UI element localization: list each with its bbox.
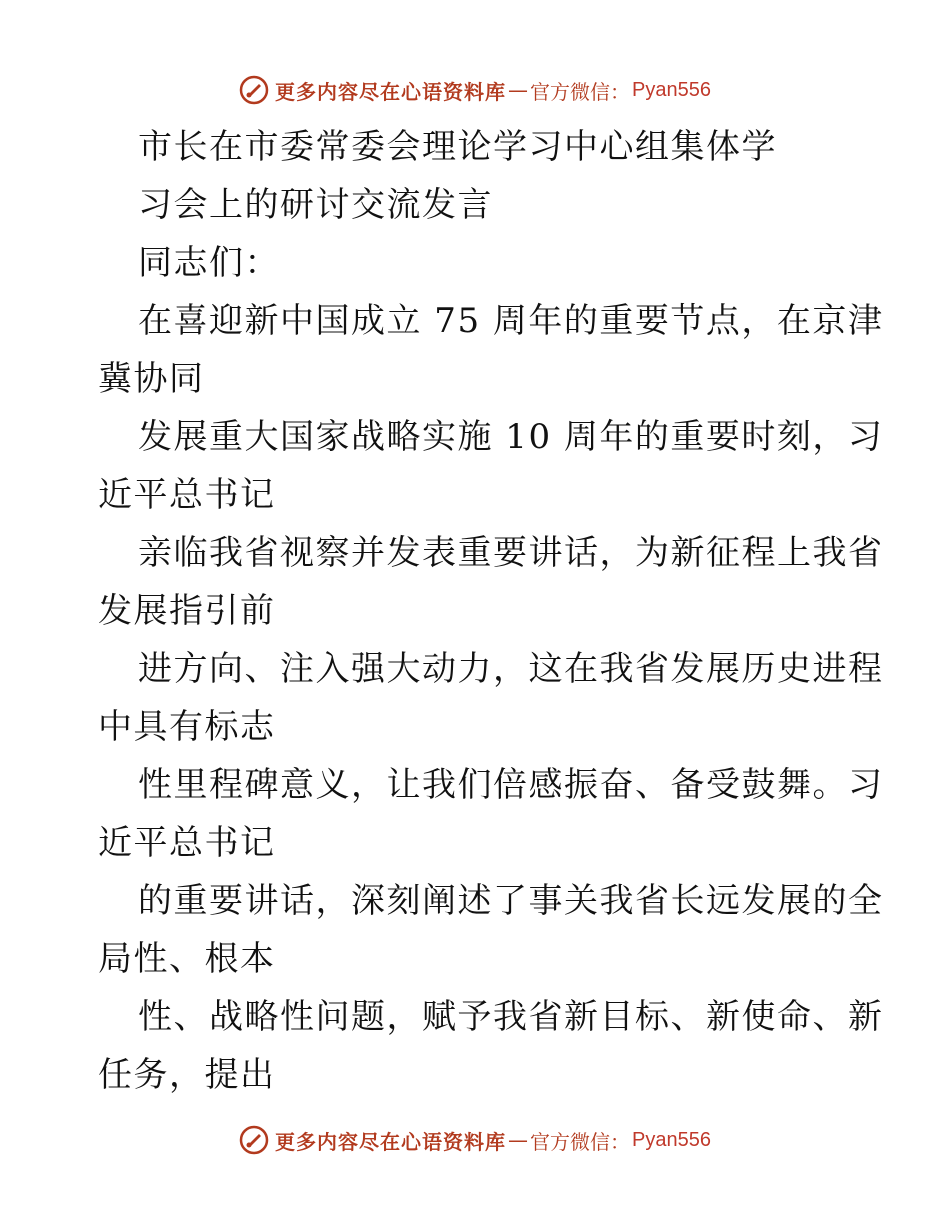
paragraph-line: 局性、根本 [98, 939, 276, 979]
banner-wechat-id: Pyan556 [632, 78, 711, 101]
paragraph-line: 冀协同 [98, 359, 205, 399]
banner-dash: — [508, 1128, 529, 1152]
salutation: 同志们： [138, 243, 280, 283]
paragraph-line: 近平总书记 [98, 823, 276, 863]
paragraph-line: 性里程碑意义，让我们倍感振奋、备受鼓舞。习 [138, 765, 884, 805]
title-line: 市长在市委常委会理论学习中心组集体学 [138, 127, 777, 167]
paragraph-line: 亲临我省视察并发表重要讲话，为新征程上我省 [138, 533, 884, 573]
paragraph-line: 发展指引前 [98, 591, 276, 631]
banner-wechat-label: 官方微信： [530, 1129, 631, 1154]
paragraph-line: 进方向、注入强大动力，这在我省发展历史进程 [138, 649, 884, 689]
title-line: 习会上的研讨交流发言 [138, 185, 493, 225]
paragraph-line: 性、战略性问题，赋予我省新目标、新使命、新 [138, 997, 884, 1037]
banner-wechat-id: Pyan556 [632, 1128, 711, 1151]
brand-logo-icon [239, 75, 269, 105]
banner-wechat-label: 官方微信： [530, 79, 631, 104]
banner-text: 更多内容尽在心语资料库 [275, 1129, 507, 1154]
paragraph-line: 中具有标志 [98, 707, 276, 747]
banner-text: 更多内容尽在心语资料库 [275, 79, 507, 104]
paragraph-line: 在喜迎新中国成立 75 周年的重要节点，在京津 [138, 301, 884, 341]
paragraph-line: 近平总书记 [98, 475, 276, 515]
banner-dash: — [508, 78, 529, 102]
document-body [98, 118, 884, 1104]
brand-logo-icon [239, 1125, 269, 1155]
header-banner [0, 70, 950, 110]
paragraph-line: 任务，提出 [98, 1055, 276, 1095]
paragraph-line: 发展重大国家战略实施 10 周年的重要时刻，习 [138, 417, 884, 457]
paragraph-line: 的重要讲话，深刻阐述了事关我省长远发展的全 [138, 881, 884, 921]
footer-banner [0, 1120, 950, 1160]
